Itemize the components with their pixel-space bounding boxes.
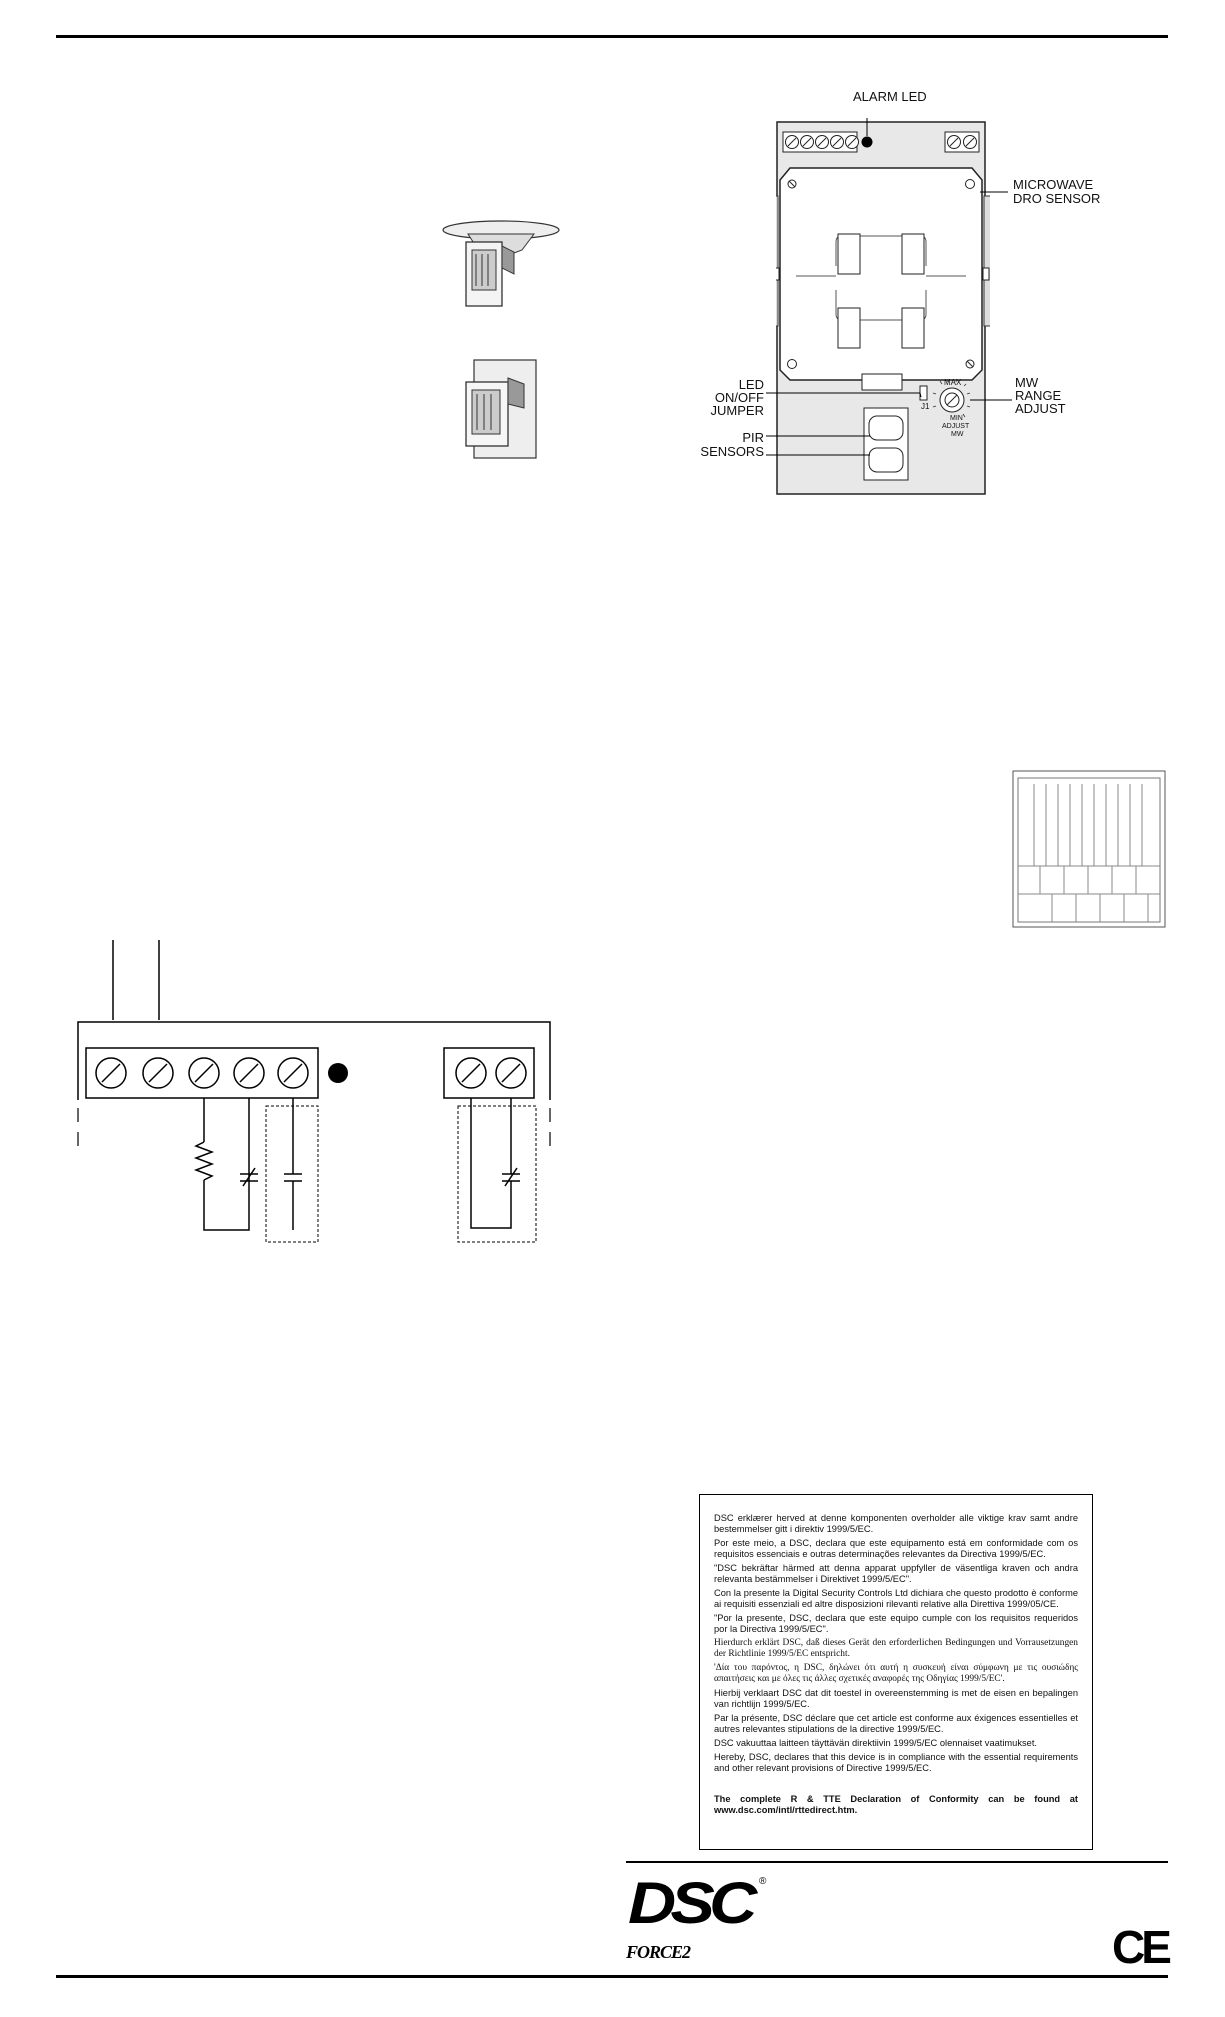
top-rule [56, 35, 1168, 38]
label-mw-3: ADJUST [1015, 401, 1066, 416]
declaration-fr: Par la présente, DSC déclare que cet article est conforme aux éxigences essentielles et autres relevantes stipulations de la directive 1999/5/EC. [714, 1713, 1078, 1734]
label-pir-2: SENSORS [700, 444, 764, 459]
label-mw-2: RANGE [1015, 388, 1062, 403]
label-microwave-1: MICROWAVE [1013, 177, 1094, 192]
ce-mark: CE [1112, 1921, 1168, 1973]
label-mw-1: MW [1015, 375, 1039, 390]
declaration-no: DSC erklærer herved at denne komponenten overholder alle viktige krav samt andre bestemmelser gitt i direktiv 1999/5/EC. [714, 1513, 1078, 1534]
wall-mount-illustration [462, 356, 542, 462]
knob-adjust: ADJUST [942, 423, 970, 430]
dip-switch-illustration [1012, 770, 1168, 930]
ceiling-mount-illustration [436, 212, 566, 322]
jumper-id: J1 [921, 402, 930, 411]
label-led-3: JUMPER [710, 403, 764, 418]
knob-min: MIN [950, 415, 963, 422]
declaration-it: Con la presente la Digital Security Controls Ltd dichiara che questo prodotto è conforme ai requisiti essenziali ed altre disposizioni rilevanti relative alla Direttiva 1999/05/CE. [714, 1588, 1078, 1609]
dsc-logo: DSC [628, 1871, 752, 1936]
knob-max: MAX [944, 378, 962, 387]
registered-mark: ® [759, 1876, 767, 1887]
label-alarm-led: ALARM LED [853, 89, 927, 104]
label-led-2: ON/OFF [714, 390, 764, 405]
footer-rule [626, 1861, 1168, 1863]
declaration-es: "Por la presente, DSC, declara que este equipo cumple con los requisitos requeridos por la Directiva 1999/5/EC". [714, 1613, 1078, 1634]
declaration-en: Hereby, DSC, declares that this device is in compliance with the essential requirements and other relevant provisions of Directive 1999/5/EC. [714, 1752, 1078, 1773]
bottom-rule [56, 1975, 1168, 1978]
knob-mw: MW [951, 431, 964, 438]
declaration-nl: Hierbij verklaart DSC dat dit toestel in overeenstemming is met de eisen en bepalingen van richtlijn 1999/5/EC. [714, 1688, 1078, 1709]
conformity-note: The complete R & TTE Declaration of Conformity can be found at www.dsc.com/intl/rttedirect.htm. [714, 1794, 1078, 1815]
label-led-1: LED [738, 377, 764, 392]
force2-logo: FORCE2 [626, 1942, 691, 1962]
declaration-box [699, 1494, 1093, 1850]
wiring-diagram [60, 938, 560, 1250]
declaration-pt: Por este meio, a DSC, declara que este equipamento está em conformidade com os requisitos essenciais e outras determinações relevantes da Directiva 1999/5/EC. [714, 1538, 1078, 1559]
declaration-fi: DSC vakuuttaa laitteen täyttävän direktiivin 1999/5/EC olennaiset vaatimukset. [714, 1738, 1037, 1748]
label-pir-1: PIR [742, 430, 764, 445]
label-microwave-2: DRO SENSOR [1013, 191, 1101, 206]
declaration-el: 'Δία του παρόντος, η DSC, δηλώνει ότι αυτή η συσκευή είναι σύμφωνη με τις ουσιώδης απαιτήσεις και με όλες τις άλλες σχετικές αναφορές της Οδηγίας 1999/5/EC'. [714, 1663, 1078, 1684]
declaration-de: Hierdurch erklärt DSC, daß dieses Gerät den erforderlichen Bedingungen und Vorrausetzungen der Richtlinie 1999/5/EC entspricht. [714, 1638, 1078, 1659]
declaration-sv: "DSC bekräftar härmed att denna apparat uppfyller de väsentliga kraven och andra relevanta bestämmelser i Direktivet 1999/5/EC". [714, 1563, 1078, 1584]
